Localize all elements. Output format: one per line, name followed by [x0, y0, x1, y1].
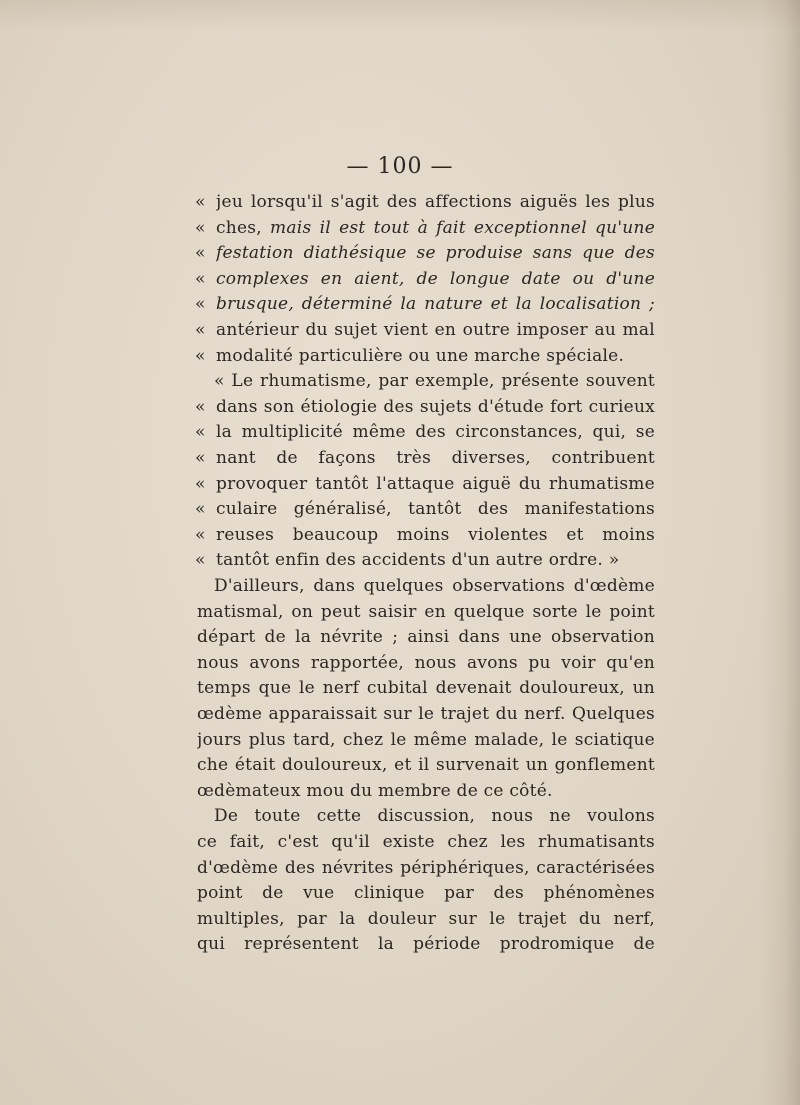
italic-text: mais il est tout à fait exceptionnel qu'une [270, 217, 655, 238]
text-segment: multiples, par la douleur sur le trajet du nerf, [197, 908, 655, 929]
quote-mark: « [195, 294, 206, 315]
line-text [216, 419, 655, 445]
text-line [0, 803, 800, 829]
line-text [197, 880, 655, 906]
line-text [216, 317, 655, 343]
text-line [0, 189, 800, 215]
line-text [214, 368, 655, 394]
text-line [0, 240, 800, 266]
line-text [216, 471, 655, 497]
text-line [0, 368, 800, 394]
text-line [0, 573, 800, 599]
text-segment: provoquer tantôt l'attaque aiguë du rhumatisme [216, 473, 655, 494]
text-line [0, 675, 800, 701]
italic-text: brusque, déterminé la nature et la localisation ; [216, 294, 655, 315]
line-text [197, 829, 655, 855]
text-segment: De toute cette discussion, nous ne voulons [214, 806, 655, 827]
text-line [0, 291, 800, 317]
text-line [0, 829, 800, 855]
quote-mark: « [195, 396, 206, 417]
text-line [0, 343, 800, 369]
italic-text: complexes en aient, de longue date ou d'une [216, 268, 655, 289]
text-segment: la multiplicité même des circonstances, qui, se [216, 422, 655, 443]
text-segment: dans son étiologie des sujets d'étude fort curieux [216, 396, 655, 417]
text-line [0, 317, 800, 343]
line-text [216, 522, 655, 548]
text-segment: tantôt enfin des accidents d'un autre ordre. » [216, 550, 620, 571]
italic-text: festation diathésique se produise sans que des [216, 243, 655, 264]
line-text [216, 394, 655, 420]
text-segment: point de vue clinique par des phénomènes [197, 883, 655, 904]
line-text [214, 573, 655, 599]
text-line [0, 752, 800, 778]
text-line [0, 778, 800, 804]
text-segment: culaire généralisé, tantôt des manifestations [216, 499, 655, 520]
line-text [216, 547, 655, 573]
line-text [216, 215, 655, 241]
text-line [0, 522, 800, 548]
text-segment: reuses beaucoup moins violentes et moins [216, 524, 655, 545]
line-text [197, 599, 655, 625]
text-segment: nous avons rapportée, nous avons pu voir qu'en [197, 652, 655, 673]
line-text [216, 496, 655, 522]
line-text [216, 189, 655, 215]
quote-mark: « [195, 550, 206, 571]
line-text [197, 624, 655, 650]
text-line [0, 394, 800, 420]
text-line [0, 419, 800, 445]
text-segment: œdèmateux mou du membre de ce côté. [197, 780, 553, 801]
quote-mark: « [195, 243, 206, 264]
quote-mark: « [195, 192, 206, 212]
text-segment: temps que le nerf cubital devenait douloureux, un [197, 678, 655, 699]
line-text [214, 803, 655, 829]
text-line [0, 547, 800, 573]
text-line [0, 650, 800, 676]
quote-mark: « [195, 268, 206, 289]
line-text [197, 675, 655, 701]
text-segment: qui représentent la période prodromique de [197, 934, 655, 955]
page-number: — 100 — [346, 154, 454, 179]
line-text [197, 778, 655, 804]
text-line [0, 727, 800, 753]
text-segment: œdème apparaissait sur le trajet du nerf. Quelques [197, 704, 655, 724]
line-text [197, 906, 655, 932]
quote-mark: « [195, 448, 206, 468]
quote-mark: « [195, 499, 206, 520]
quote-mark: « [195, 422, 206, 443]
quote-mark: « [195, 473, 206, 494]
text-line [0, 215, 800, 241]
text-line [0, 445, 800, 471]
text-segment: nant de façons très diverses, contribuent [216, 448, 655, 468]
line-text [197, 931, 655, 957]
quote-mark: « [195, 345, 206, 366]
line-text [216, 445, 655, 471]
text-segment: d'œdème des névrites périphériques, caractérisées [197, 857, 655, 878]
text-segment: ce fait, c'est qu'il existe chez les rhumatisants [197, 832, 655, 852]
line-text [197, 752, 655, 778]
quote-mark: « [195, 217, 206, 238]
text-line [0, 880, 800, 906]
quote-mark: « [195, 524, 206, 545]
text-segment: D'ailleurs, dans quelques observations d'œdème [214, 576, 655, 596]
line-text [197, 701, 655, 727]
text-line [0, 496, 800, 522]
quote-mark: « [195, 320, 206, 340]
text-segment: jeu lorsqu'il s'agit des affections aiguës les plus [216, 192, 655, 212]
text-line [0, 471, 800, 497]
text-line [0, 624, 800, 650]
text-line [0, 855, 800, 881]
line-text [197, 727, 655, 753]
text-segment: che était douloureux, et il survenait un gonflement [197, 755, 655, 776]
line-text [197, 855, 655, 881]
text-segment: ches, [216, 217, 271, 238]
line-text [216, 343, 655, 369]
line-text [216, 266, 655, 292]
text-segment: antérieur du sujet vient en outre imposer au mal [216, 320, 655, 340]
text-line [0, 931, 800, 957]
text-line [0, 906, 800, 932]
line-text [216, 240, 655, 266]
text-segment: modalité particulière ou une marche spéciale. [216, 345, 625, 366]
text-segment: départ de la névrite ; ainsi dans une observation [197, 627, 655, 648]
text-line [0, 599, 800, 625]
text-line [0, 266, 800, 292]
line-text [216, 291, 655, 317]
text-line [0, 701, 800, 727]
text-segment: matismal, on peut saisir en quelque sorte le point [197, 601, 655, 622]
text-segment: jours plus tard, chez le même malade, le sciatique [197, 729, 655, 750]
line-text [197, 650, 655, 676]
text-segment: « Le rhumatisme, par exemple, présente souvent [214, 371, 655, 392]
page-top-shadow [0, 0, 800, 30]
